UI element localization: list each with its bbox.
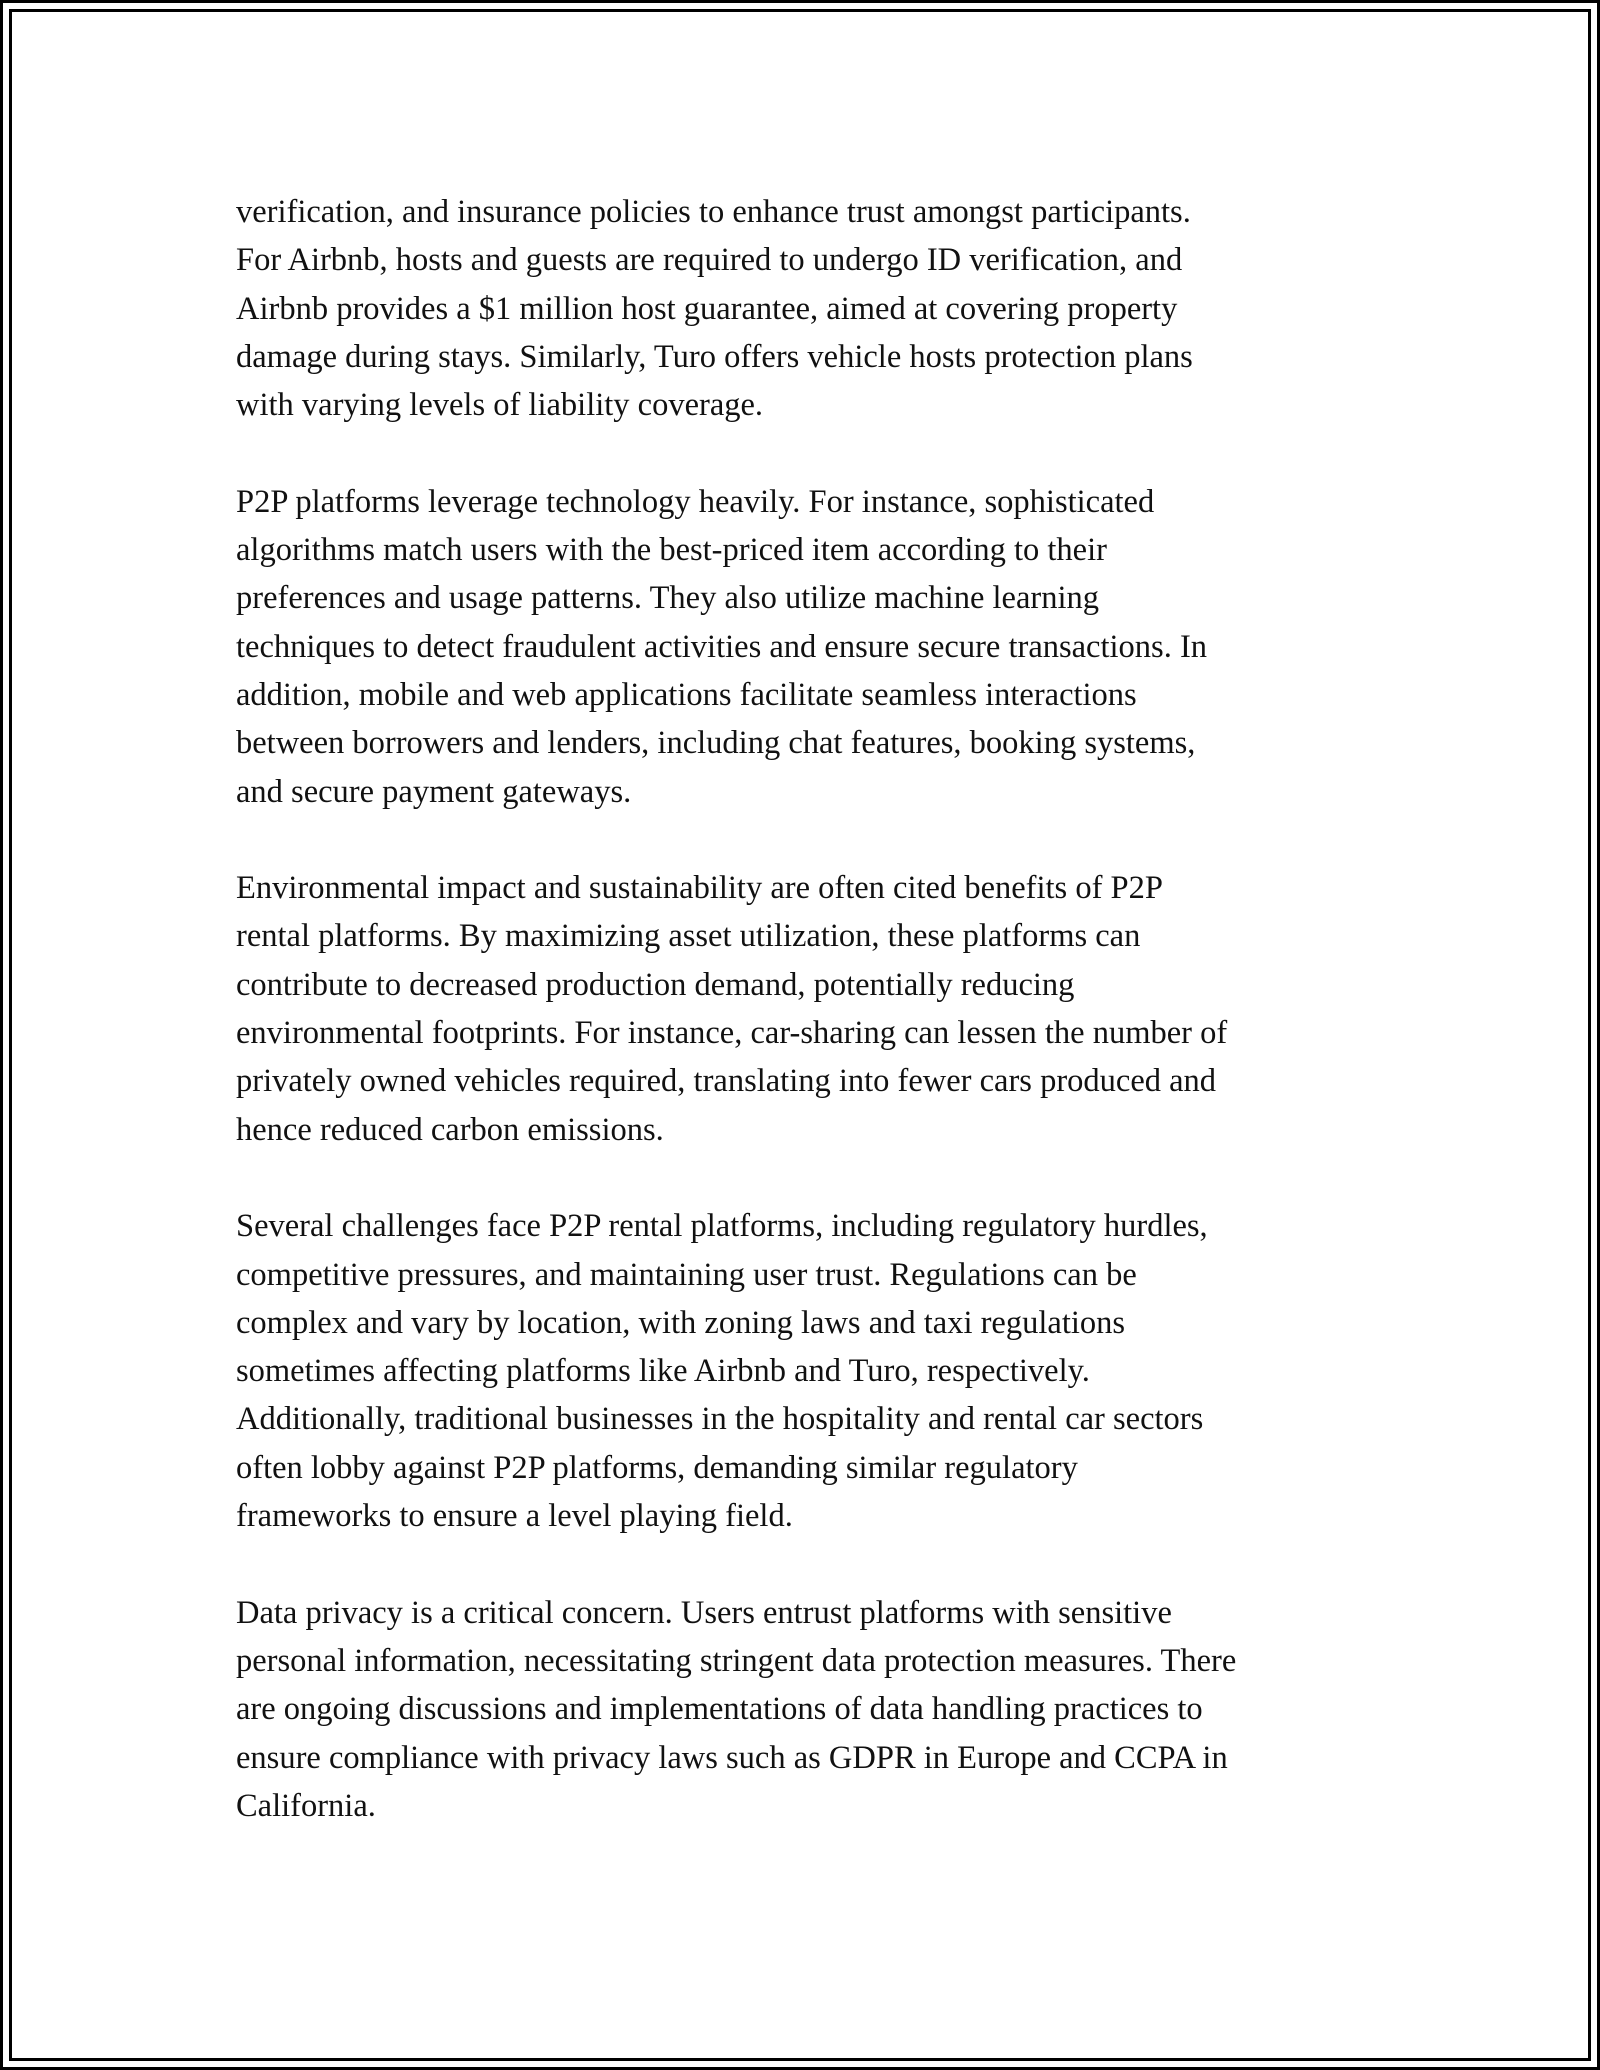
text-line: and secure payment gateways. [236, 773, 632, 810]
paragraph-environmental [236, 864, 1376, 1154]
text-line: privately owned vehicles required, translating into fewer cars produced and [236, 1063, 1217, 1100]
text-line: Data privacy is a critical concern. Users entrust platforms with sensitive [236, 1594, 1172, 1631]
text-line: frameworks to ensure a level playing field. [236, 1498, 793, 1535]
paragraph-spacer [236, 429, 1376, 477]
paragraph-spacer [236, 1154, 1376, 1202]
text-line: with varying levels of liability coverage. [236, 387, 764, 424]
text-line: are ongoing discussions and implementations of data handling practices to [236, 1691, 1203, 1728]
text-line: personal information, necessitating stringent data protection measures. There [236, 1642, 1237, 1679]
text-line: hence reduced carbon emissions. [236, 1111, 664, 1148]
paragraph-technology [236, 478, 1376, 816]
paragraph-challenges [236, 1202, 1376, 1540]
text-line: contribute to decreased production demand, potentially reducing [236, 966, 1075, 1003]
text-line: damage during stays. Similarly, Turo offers vehicle hosts protection plans [236, 338, 1193, 375]
text-line: complex and vary by location, with zoning laws and taxi regulations [236, 1304, 1126, 1341]
text-line: Airbnb provides a $1 million host guarantee, aimed at covering property [236, 290, 1178, 327]
paragraph-insurance [236, 188, 1376, 429]
text-line: preferences and usage patterns. They also utilize machine learning [236, 580, 1099, 617]
text-line: Additionally, traditional businesses in the hospitality and rental car sectors [236, 1401, 1204, 1438]
text-line: addition, mobile and web applications facilitate seamless interactions [236, 676, 1137, 713]
text-line: sometimes affecting platforms like Airbnb and Turo, respectively. [236, 1353, 1090, 1390]
text-line: between borrowers and lenders, including chat features, booking systems, [236, 725, 1196, 762]
text-line: competitive pressures, and maintaining user trust. Regulations can be [236, 1256, 1137, 1293]
text-line: algorithms match users with the best-priced item according to their [236, 532, 1107, 569]
text-line: Several challenges face P2P rental platforms, including regulatory hurdles, [236, 1208, 1208, 1245]
text-line: verification, and insurance policies to enhance trust amongst participants. [236, 194, 1191, 230]
paragraph-spacer [236, 816, 1376, 864]
text-line: ensure compliance with privacy laws such as GDPR in Europe and CCPA in [236, 1739, 1228, 1776]
paragraph-data-privacy [236, 1589, 1376, 1830]
text-line: techniques to detect fraudulent activities and ensure secure transactions. In [236, 628, 1208, 665]
text-line: Environmental impact and sustainability are often cited benefits of P2P [236, 870, 1163, 907]
text-line: environmental footprints. For instance, car-sharing can lessen the number of [236, 1015, 1228, 1052]
text-line: For Airbnb, hosts and guests are required to undergo ID verification, and [236, 242, 1183, 279]
document-body [236, 188, 1376, 1830]
text-line: rental platforms. By maximizing asset utilization, these platforms can [236, 918, 1141, 955]
text-line: California. [236, 1787, 376, 1824]
text-line: P2P platforms leverage technology heavily. For instance, sophisticated [236, 483, 1155, 520]
text-line: often lobby against P2P platforms, demanding similar regulatory [236, 1449, 1078, 1486]
paragraph-spacer [236, 1540, 1376, 1588]
